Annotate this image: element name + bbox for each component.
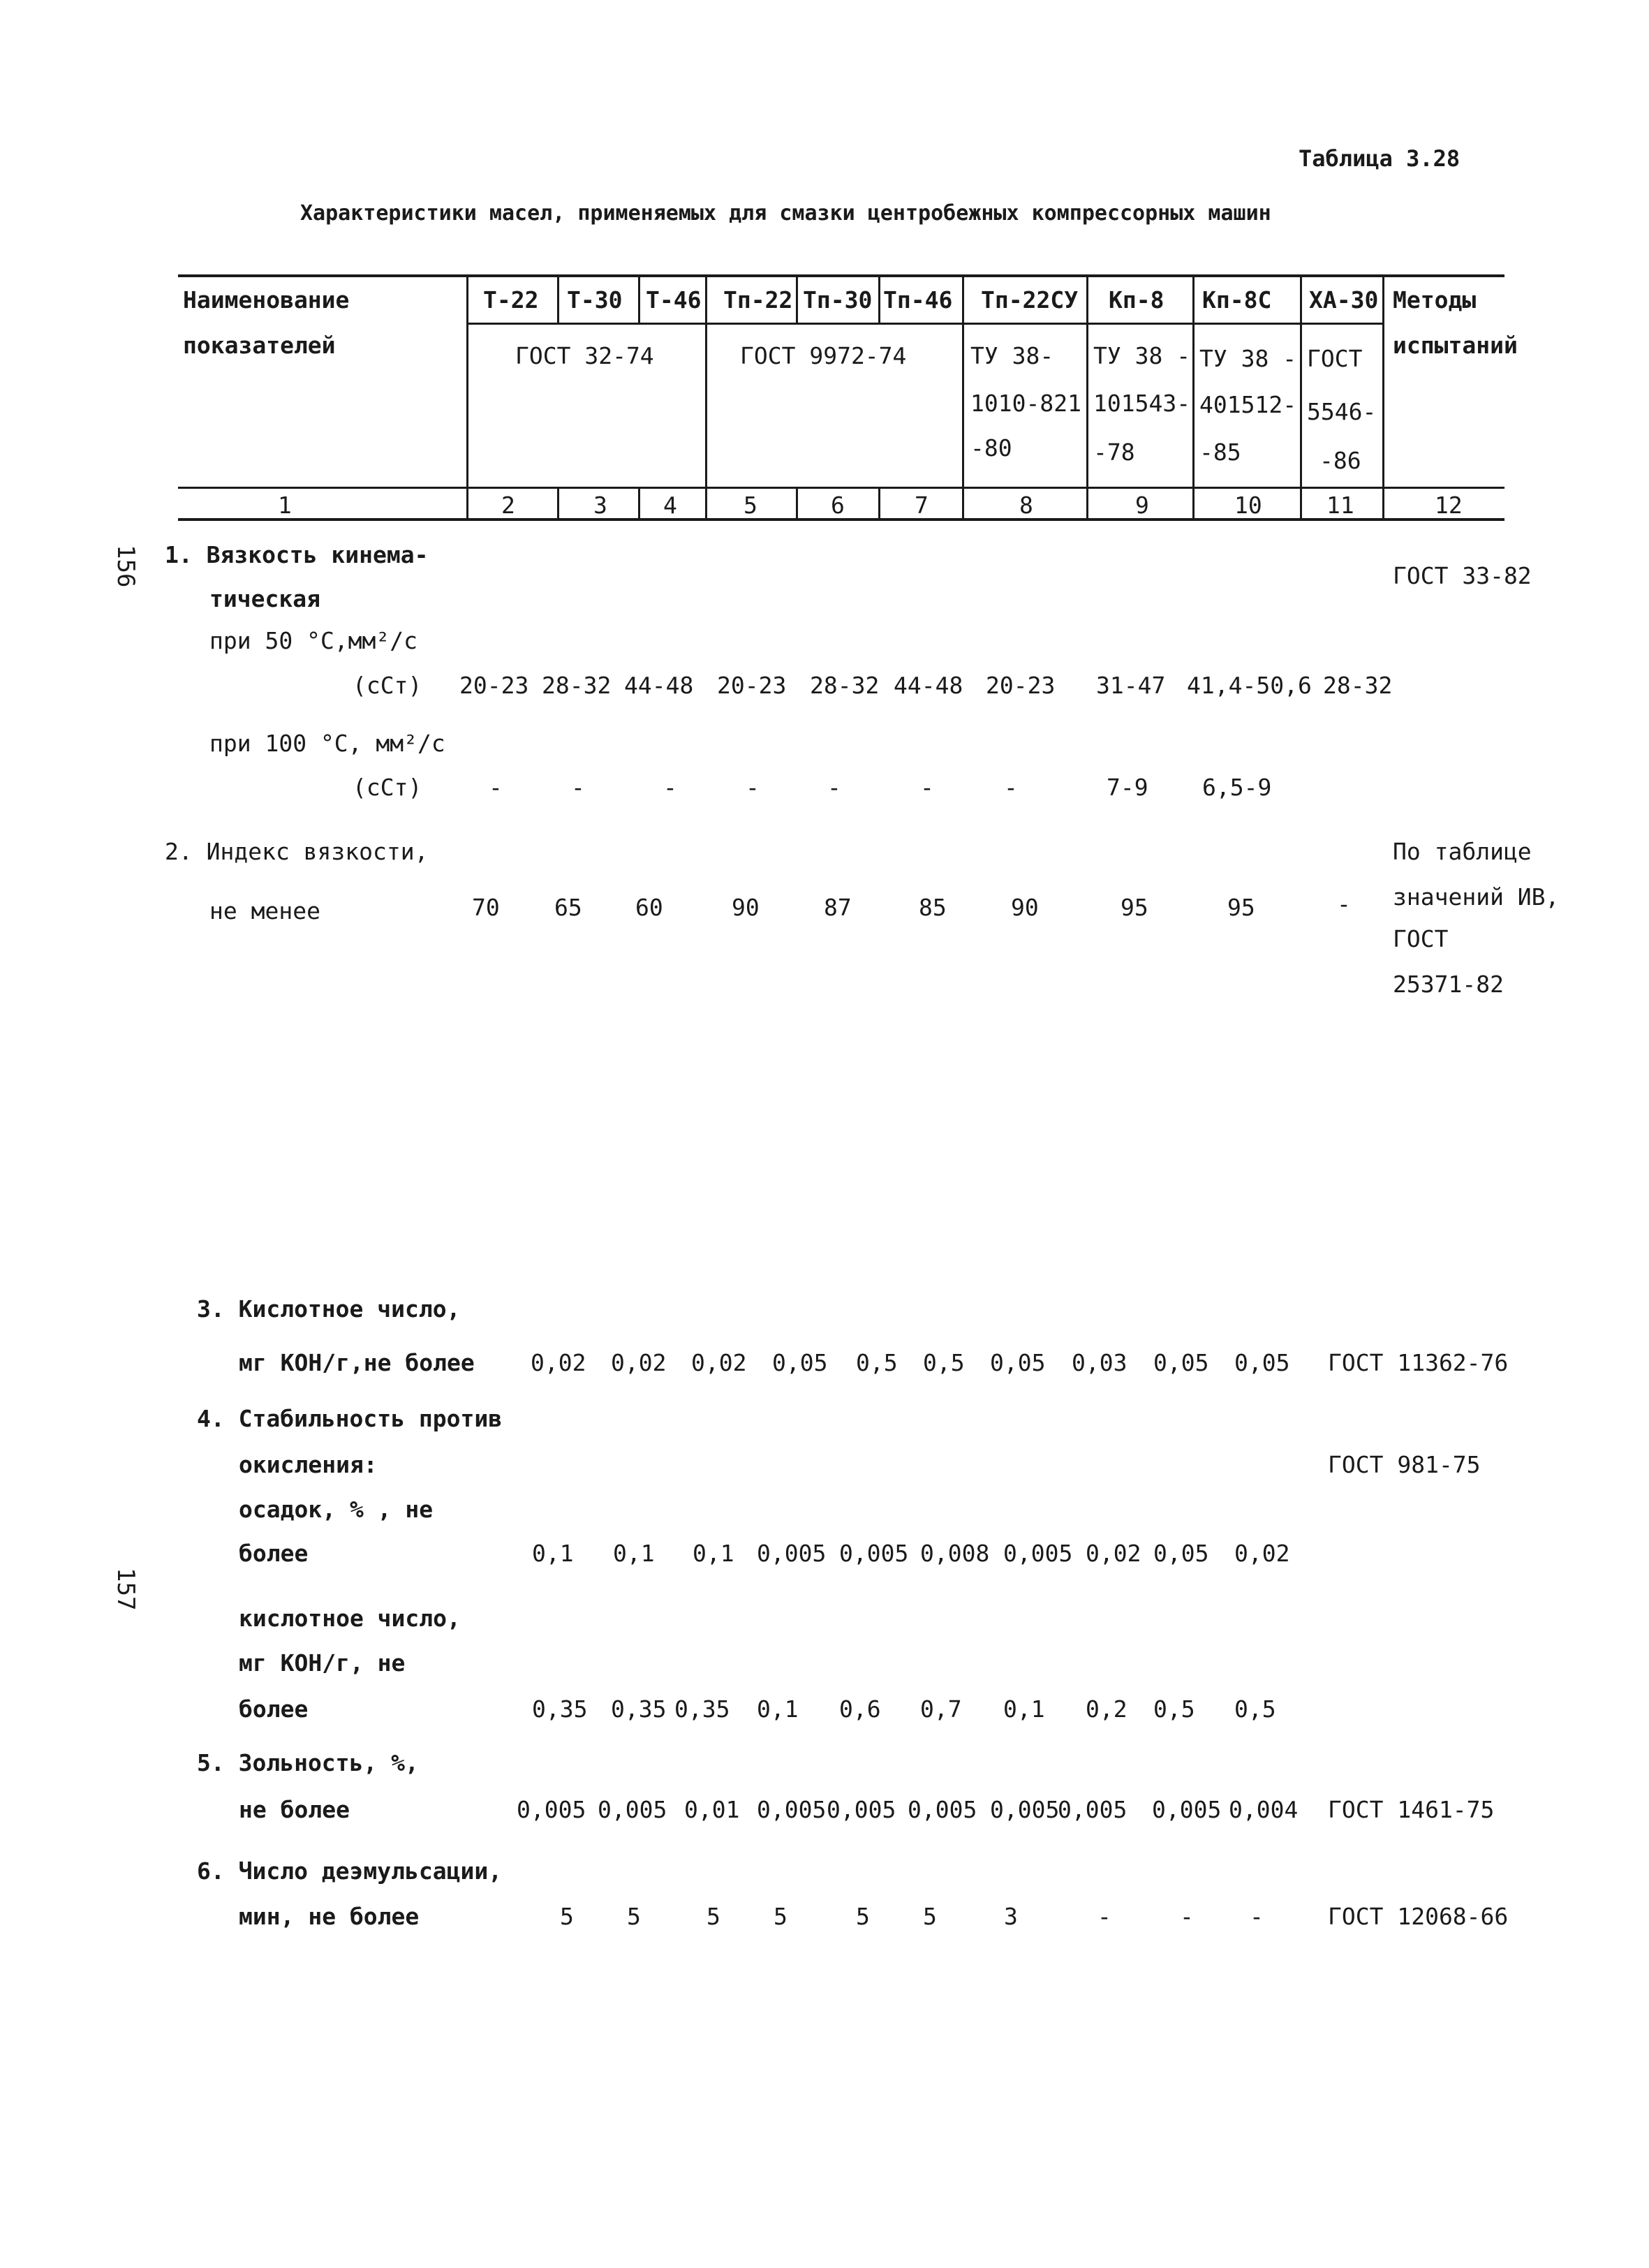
col-number: 10 [1234,492,1262,519]
header-std-gost9972: ГОСТ 9972-74 [740,342,907,369]
table-col-divider [1300,274,1302,520]
table-top-rule [178,274,1504,277]
row2-method: 25371-82 [1393,971,1504,998]
row3-value: 0,5 [923,1349,965,1376]
row1b-value: - [663,774,677,801]
header-oil-t22: Т-22 [483,286,539,314]
col-number: 11 [1326,492,1354,519]
col-number: 5 [744,492,757,519]
row4b-label-line2: мг КОН/г, не [239,1649,406,1677]
row3-value: 0,05 [1234,1349,1290,1376]
row5-value: 0,005 [908,1796,977,1823]
row5-value: 0,01 [684,1796,740,1823]
row1a-unit: (сСт) [353,672,422,699]
row1b-value: - [571,774,585,801]
row1-label-line2: тическая [209,585,320,612]
header-methods-line2: испытаний [1393,332,1518,359]
row2-value: 65 [554,894,582,921]
row4-method: ГОСТ 981-75 [1328,1451,1481,1478]
header-std-gost5546: -86 [1319,447,1361,474]
row3-value: 0,05 [990,1349,1046,1376]
col-number: 3 [593,492,607,519]
header-oil-tp22su: Тп-22СУ [981,286,1079,314]
row5-value: 0,005 [1152,1796,1222,1823]
row1b-value: - [920,774,934,801]
row3-value: 0,05 [772,1349,828,1376]
header-std-tu401512: 401512- [1199,391,1297,418]
col-number: 2 [501,492,515,519]
row2-value: 90 [1011,894,1039,921]
row4a-value: 0,1 [613,1540,655,1567]
header-std-gost5546: 5546- [1307,398,1377,425]
header-oil-xa30: ХА-30 [1309,286,1379,314]
row2-label-line2: не менее [209,897,320,925]
col-number: 12 [1435,492,1463,519]
row4b-value: 0,35 [611,1695,667,1723]
row4b-value: 0,2 [1086,1695,1127,1723]
row4b-value: 0,6 [839,1695,881,1723]
header-oil-tp22: Тп-22 [723,286,793,314]
header-methods-line1: Методы [1393,286,1477,314]
table-col-divider [796,487,798,520]
row3-label-line2: мг КОН/г,не более [239,1349,475,1376]
row4b-label-line1: кислотное число, [239,1605,461,1632]
row4b-value: 0,35 [532,1695,588,1723]
table-col-divider [557,274,559,323]
row5-value: 0,005 [757,1796,827,1823]
row1b-value: - [827,774,841,801]
row4a-value: 0,05 [1153,1540,1209,1567]
row1a-label: при 50 °С,мм²/с [209,627,418,654]
col-number: 9 [1135,492,1149,519]
row6-value: 5 [774,1903,787,1930]
row4a-value: 0,1 [693,1540,734,1567]
table-col-divider [1192,274,1195,520]
row4b-label-line3: более [239,1695,309,1723]
row1b-value: - [1004,774,1018,801]
table-col-divider [962,274,964,520]
row6-value: 5 [856,1903,870,1930]
header-std-tu101543: 101543- [1093,390,1191,417]
row1a-value: 41,4-50,6 [1187,672,1312,699]
header-std-tu401512: ТУ 38 - [1199,345,1297,372]
header-std-tu1010: ТУ 38- [970,342,1054,369]
table-col-divider [1086,274,1088,520]
row2-method: ГОСТ [1393,925,1449,952]
header-std-gost32: ГОСТ 32-74 [515,342,654,369]
row6-value: 5 [923,1903,937,1930]
row4a-value: 0,005 [1003,1540,1073,1567]
row1a-value: 20-23 [717,672,787,699]
row1b-value: 6,5-9 [1202,774,1272,801]
col-number: 8 [1019,492,1033,519]
header-std-tu1010: 1010-821 [970,390,1081,417]
row5-label-line1: 5. Зольность, %, [197,1749,419,1776]
row4b-value: 0,35 [674,1695,730,1723]
row6-label-line1: 6. Число деэмульсации, [197,1857,503,1885]
row5-value: 0,005 [598,1796,667,1823]
col-number: 1 [278,492,292,519]
header-std-tu401512: -85 [1199,439,1241,466]
row5-value: 0,005 [1058,1796,1127,1823]
row4b-value: 0,5 [1234,1695,1276,1723]
row4b-value: 0,1 [757,1695,799,1723]
row3-label-line1: 3. Кислотное число, [197,1295,461,1323]
header-oil-kp8s: Кп-8С [1202,286,1272,314]
row1a-value: 44-48 [894,672,963,699]
table-header-rule [178,487,1504,489]
row4a-value: 0,005 [757,1540,827,1567]
row1a-value: 20-23 [986,672,1056,699]
table-title: Характеристики масел, применяемых для смазки центробежных компрессорных машин [300,201,1271,226]
row1a-value: 28-32 [1323,672,1393,699]
row6-value: - [1250,1903,1264,1930]
row2-value: 95 [1121,894,1148,921]
col-number: 6 [831,492,845,519]
row3-value: 0,5 [856,1349,898,1376]
row2-value: 70 [472,894,500,921]
row5-value: 0,005 [990,1796,1060,1823]
header-oil-kp8: Кп-8 [1109,286,1164,314]
table-col-divider [878,274,880,323]
row1a-value: 28-32 [542,672,612,699]
row3-value: 0,02 [691,1349,747,1376]
row1b-unit: (сСт) [353,774,422,801]
table-col-divider [557,487,559,520]
header-oil-t30: Т-30 [567,286,623,314]
side-page-number-156: 156 [112,545,140,588]
row4b-value: 0,1 [1003,1695,1045,1723]
header-name-line2: показателей [183,332,336,359]
row1-method: ГОСТ 33-82 [1393,562,1532,589]
row5-value: 0,005 [827,1796,896,1823]
row2-value: 60 [635,894,663,921]
row1b-label: при 100 °С, мм²/с [209,730,445,757]
row4a-value: 0,005 [839,1540,909,1567]
header-oil-tp30: Тп-30 [803,286,873,314]
table-col-divider [796,274,798,323]
header-std-gost5546: ГОСТ [1307,345,1363,372]
row2-value: 85 [919,894,947,921]
row5-label-line2: не более [239,1796,350,1823]
row5-value: 0,005 [517,1796,586,1823]
table-label: Таблица 3.28 [1299,145,1461,172]
table-col-divider [638,274,640,323]
row2-value: 90 [732,894,760,921]
row4a-value: 0,02 [1086,1540,1141,1567]
table-col-divider [638,487,640,520]
row2-value: - [1337,890,1351,918]
table-col-divider [705,274,707,520]
row6-value: - [1180,1903,1194,1930]
row6-value: 5 [627,1903,641,1930]
row2-value: 95 [1227,894,1255,921]
row1-label-line1: 1. Вязкость кинема- [165,541,429,568]
row3-value: 0,02 [611,1349,667,1376]
col-number: 4 [663,492,677,519]
row1b-value: - [746,774,760,801]
row6-label-line2: мин, не более [239,1903,420,1930]
row4b-value: 0,5 [1153,1695,1195,1723]
side-page-number-157: 157 [112,1568,140,1611]
table-oils-rule [468,323,1382,325]
table-col-divider [878,487,880,520]
row1b-value: 7-9 [1107,774,1148,801]
header-name-line1: Наименование [183,286,350,314]
row2-value: 87 [824,894,852,921]
row4a-value: 0,02 [1234,1540,1290,1567]
header-std-tu101543: ТУ 38 - [1093,342,1191,369]
row4a-label-line2: более [239,1540,309,1567]
row3-value: 0,03 [1072,1349,1127,1376]
row1a-value: 44-48 [624,672,694,699]
row4-label-line1: 4. Стабильность против [197,1405,503,1432]
row6-value: 3 [1004,1903,1018,1930]
row2-method: По таблице [1393,838,1532,865]
row6-value: - [1097,1903,1111,1930]
row3-value: 0,02 [531,1349,586,1376]
header-oil-tp46: Тп-46 [883,286,953,314]
row4b-value: 0,7 [920,1695,962,1723]
row5-method: ГОСТ 1461-75 [1328,1796,1495,1823]
header-std-tu1010: -80 [970,434,1012,462]
row4a-value: 0,1 [532,1540,574,1567]
row1a-value: 20-23 [459,672,529,699]
row6-method: ГОСТ 12068-66 [1328,1903,1509,1930]
row4a-value: 0,008 [920,1540,990,1567]
row4a-label-line1: осадок, % , не [239,1496,434,1523]
header-oil-t46: Т-46 [646,286,702,314]
row3-value: 0,05 [1153,1349,1209,1376]
row1a-value: 31-47 [1096,672,1166,699]
row5-value: 0,004 [1229,1796,1299,1823]
header-std-tu101543: -78 [1093,439,1135,466]
row4-label-line2: окисления: [239,1451,378,1478]
row6-value: 5 [707,1903,720,1930]
row3-method: ГОСТ 11362-76 [1328,1349,1509,1376]
row6-value: 5 [560,1903,574,1930]
row2-label-line1: 2. Индекс вязкости, [165,838,429,865]
table-col-divider [1382,274,1384,520]
row2-method: значений ИВ, [1393,883,1560,911]
table-col-divider [466,274,468,520]
row1b-value: - [489,774,503,801]
col-number: 7 [915,492,929,519]
row1a-value: 28-32 [810,672,880,699]
